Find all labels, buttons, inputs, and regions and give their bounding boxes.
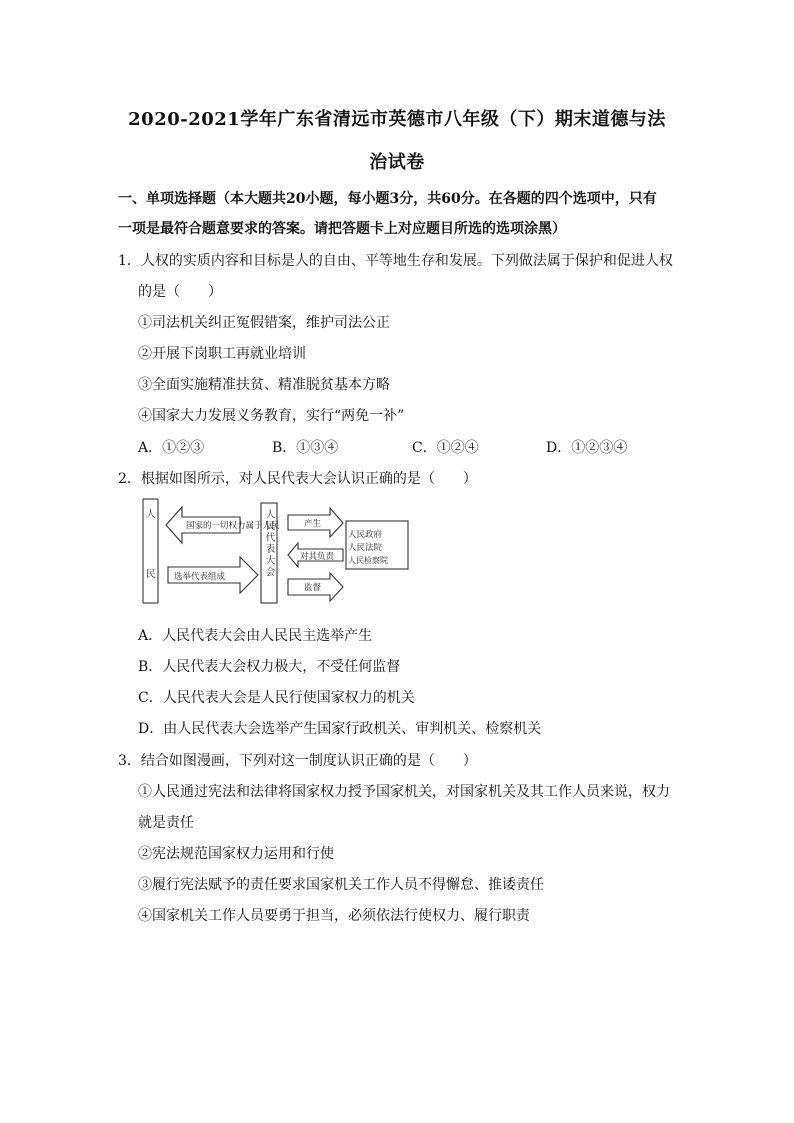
exam-title-line2: 治试卷	[369, 152, 425, 173]
q2-option-a[interactable]: A．人民代表大会由人民民主选举产生	[138, 628, 373, 644]
q3-item-1-line2: 就是责任	[138, 815, 194, 831]
people-congress-diagram	[140, 495, 410, 605]
q1-item-3: ③全面实施精准扶贫、精准脱贫基本方略	[138, 377, 390, 393]
q1-item-2: ②开展下岗职工再就业培训	[138, 346, 306, 362]
section-instructions-line1: 一、单项选择题（本大题共20小题，每小题3分，共60分。在各题的四个选项中，只有	[118, 191, 657, 207]
q1-option-b[interactable]: B．①③④	[272, 440, 339, 456]
q2-stem: 2．根据如图所示，对人民代表大会认识正确的是（ ）	[118, 471, 477, 487]
congress-label: 人民代表大会	[263, 509, 275, 578]
section-instructions-line2: 一项是最符合题意要求的答案。请把答题卡上对应题目所选的选项涂黑）	[118, 221, 566, 237]
people-label-top: 人	[146, 509, 156, 520]
exam-title-line1: 2020-2021学年广东省清远市英德市八年级（下）期末道德与法	[128, 109, 666, 130]
people-label-bottom: 民	[146, 569, 156, 580]
arrow-supervise-label: 监督	[304, 583, 322, 593]
q1-item-1: ①司法机关纠正冤假错案，维护司法公正	[138, 315, 390, 331]
q3-item-4: ④国家机关工作人员要勇于担当，必须依法行使权力、履行职责	[138, 908, 530, 924]
q1-stem-line2: 的是（ ）	[138, 284, 222, 300]
q1-stem-line1: 1．人权的实质内容和目标是人的自由、平等地生存和发展。下列做法属于保护和促进人权	[118, 253, 673, 269]
arrow-elect-label: 选举代表组成	[174, 572, 226, 582]
arrow-responsible-label: 对其负责	[300, 552, 335, 562]
q1-item-4: ④国家大力发展义务教育，实行“两免一补”	[138, 408, 405, 424]
q2-option-b[interactable]: B．人民代表大会权力极大，不受任何监督	[138, 659, 401, 675]
organ-government: 人民政府	[348, 530, 383, 540]
q3-item-3: ③履行宪法赋予的责任要求国家机关工作人员不得懈怠、推诿责任	[138, 877, 544, 893]
q1-option-a[interactable]: A．①②③	[138, 440, 205, 456]
q1-option-d[interactable]: D．①②③④	[546, 440, 628, 456]
q3-stem: 3．结合如图漫画，下列对这一制度认识正确的是（ ）	[118, 753, 477, 769]
q2-option-d[interactable]: D．由人民代表大会选举产生国家行政机关、审判机关、检察机关	[138, 721, 542, 737]
q2-option-c[interactable]: C．人民代表大会是人民行使国家权力的机关	[138, 690, 415, 706]
arrow-power-label: 国家的一切权力属于人民	[186, 521, 280, 531]
q1-option-c[interactable]: C．①②④	[412, 440, 479, 456]
arrow-produce-label: 产生	[304, 519, 322, 529]
organ-court: 人民法院	[348, 543, 383, 553]
q3-item-2: ②宪法规范国家权力运用和行使	[138, 846, 334, 862]
organ-procuratorate: 人民检察院	[348, 556, 388, 565]
q3-item-1-line1: ①人民通过宪法和法律将国家权力授予国家机关，对国家机关及其工作人员来说，权力	[138, 784, 670, 800]
